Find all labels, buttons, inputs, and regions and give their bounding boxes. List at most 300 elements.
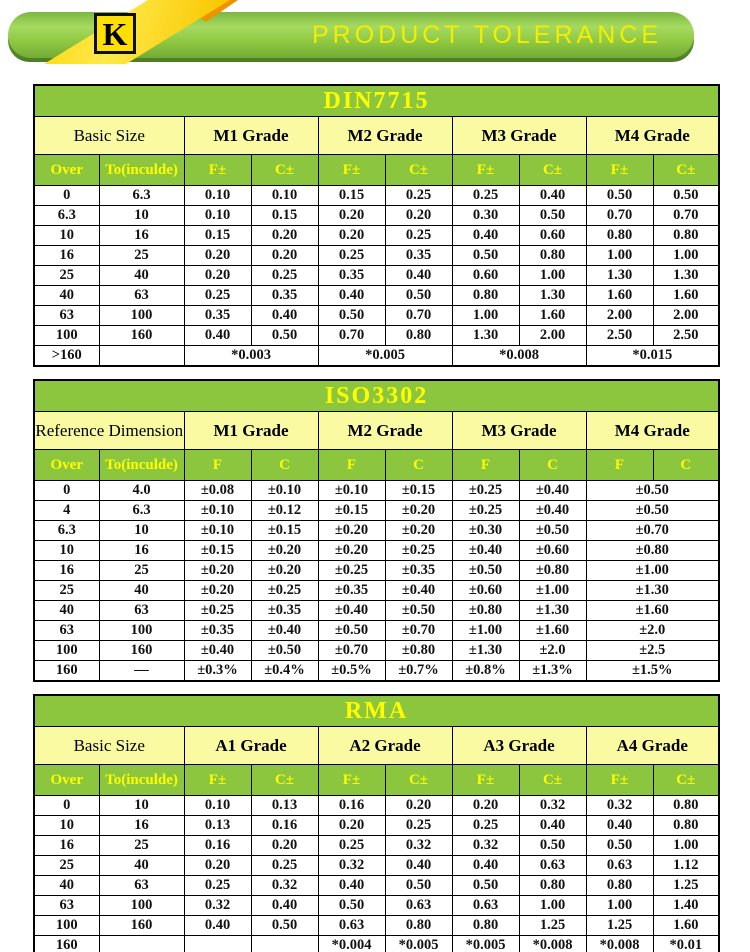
table-cell: ±0.60 bbox=[519, 541, 586, 561]
table-cell: *0.008 bbox=[586, 936, 653, 952]
table-cell: 16 bbox=[99, 816, 184, 836]
table-row bbox=[34, 876, 719, 896]
table-cell: ±0.10 bbox=[318, 481, 385, 501]
table-cell: 0.15 bbox=[251, 206, 318, 226]
table-cell: 10 bbox=[34, 816, 99, 836]
table-cell: 0.40 bbox=[385, 856, 452, 876]
table-cell: 25 bbox=[34, 581, 99, 601]
banner bbox=[0, 0, 750, 74]
subheader-cell: F± bbox=[318, 155, 385, 186]
table-cell: ±0.40 bbox=[385, 581, 452, 601]
table-cell: ±2.5 bbox=[586, 641, 719, 661]
table-row bbox=[34, 621, 719, 641]
table-cell: ±1.60 bbox=[586, 601, 719, 621]
subheader-cell: C bbox=[653, 450, 719, 481]
table-cell: 0.15 bbox=[318, 186, 385, 206]
table-cell: 1.00 bbox=[653, 246, 719, 266]
table-cell: 0.63 bbox=[385, 896, 452, 916]
table-cell: 0.32 bbox=[452, 836, 519, 856]
table-cell: 1.00 bbox=[586, 896, 653, 916]
table-cell: 0.40 bbox=[318, 286, 385, 306]
table-row bbox=[34, 641, 719, 661]
table-cell: ±0.25 bbox=[385, 541, 452, 561]
table-cell: 16 bbox=[34, 246, 99, 266]
table-cell: 6.3 bbox=[34, 521, 99, 541]
table-row bbox=[34, 581, 719, 601]
table-cell: 10 bbox=[34, 226, 99, 246]
table-cell: 6.3 bbox=[99, 501, 184, 521]
table-cell: *0.01 bbox=[653, 936, 719, 952]
subheader-row bbox=[34, 155, 719, 186]
table-cell: 10 bbox=[99, 521, 184, 541]
table-cell: 40 bbox=[99, 856, 184, 876]
table-cell: 0.20 bbox=[184, 246, 251, 266]
table-cell: 0.20 bbox=[318, 816, 385, 836]
table-cell: 0.70 bbox=[318, 326, 385, 346]
table-cell: 0.20 bbox=[251, 246, 318, 266]
grade-header-cell: M3 Grade bbox=[452, 412, 586, 450]
table-row bbox=[34, 661, 719, 682]
table-cell: ±0.35 bbox=[184, 621, 251, 641]
table-cell: ±0.25 bbox=[318, 561, 385, 581]
table-cell: ±0.20 bbox=[251, 561, 318, 581]
table-cell: 100 bbox=[99, 621, 184, 641]
table-cell: 0.25 bbox=[184, 876, 251, 896]
table-row bbox=[34, 856, 719, 876]
table-cell: 0.80 bbox=[385, 326, 452, 346]
table-cell: 63 bbox=[99, 601, 184, 621]
table-cell: 0.50 bbox=[653, 186, 719, 206]
grade-header-row bbox=[34, 727, 719, 765]
table-cell: 63 bbox=[99, 876, 184, 896]
table-cell: ±1.30 bbox=[519, 601, 586, 621]
table-title-row bbox=[34, 695, 719, 727]
table-cell: 1.25 bbox=[519, 916, 586, 936]
table-cell: 1.00 bbox=[519, 896, 586, 916]
table-cell: 100 bbox=[34, 916, 99, 936]
subheader-cell: To(inculde) bbox=[99, 450, 184, 481]
table-row bbox=[34, 541, 719, 561]
grade-header-cell: M1 Grade bbox=[184, 412, 318, 450]
table-cell: 0.63 bbox=[586, 856, 653, 876]
table-cell: 2.00 bbox=[586, 306, 653, 326]
table-cell: 0.80 bbox=[519, 246, 586, 266]
table-cell: 16 bbox=[34, 836, 99, 856]
table-cell: ±0.15 bbox=[385, 481, 452, 501]
table-cell: 0.50 bbox=[586, 186, 653, 206]
table-cell: 0.80 bbox=[519, 876, 586, 896]
grade-header-cell: M3 Grade bbox=[452, 117, 586, 155]
table-cell: ±0.50 bbox=[519, 521, 586, 541]
tolerance-table-iso3302 bbox=[33, 379, 720, 682]
table-cell: 0.70 bbox=[586, 206, 653, 226]
table-cell: 0.80 bbox=[452, 286, 519, 306]
brand-logo bbox=[94, 13, 136, 54]
table-cell: ±0.40 bbox=[452, 541, 519, 561]
table-cell: ±0.15 bbox=[318, 501, 385, 521]
table-cell: ±1.60 bbox=[519, 621, 586, 641]
subheader-cell: C± bbox=[519, 765, 586, 796]
table-cell: ±0.5% bbox=[318, 661, 385, 682]
table-cell: 1.25 bbox=[586, 916, 653, 936]
table-cell: 40 bbox=[34, 876, 99, 896]
table-cell: 2.00 bbox=[519, 326, 586, 346]
subheader-cell: C± bbox=[385, 155, 452, 186]
table-cell: ±0.25 bbox=[184, 601, 251, 621]
table-cell: ±0.7% bbox=[385, 661, 452, 682]
table-cell: 0.63 bbox=[452, 896, 519, 916]
table-row bbox=[34, 601, 719, 621]
table-cell: 1.30 bbox=[519, 286, 586, 306]
table-cell bbox=[99, 346, 184, 367]
table-cell: 0.16 bbox=[184, 836, 251, 856]
subheader-cell: F± bbox=[452, 765, 519, 796]
table-cell: *0.004 bbox=[318, 936, 385, 952]
table-cell: ±2.0 bbox=[586, 621, 719, 641]
subheader-cell: C bbox=[385, 450, 452, 481]
table-cell: 160 bbox=[99, 916, 184, 936]
table-cell: 1.60 bbox=[519, 306, 586, 326]
table-cell bbox=[99, 936, 184, 952]
table-cell: 40 bbox=[99, 266, 184, 286]
table-cell: >160 bbox=[34, 346, 99, 367]
tables-container bbox=[0, 84, 750, 952]
table-row bbox=[34, 346, 719, 367]
subheader-cell: C± bbox=[251, 765, 318, 796]
table-cell: ±0.3% bbox=[184, 661, 251, 682]
table-cell: 0.20 bbox=[385, 206, 452, 226]
table-cell: ±0.80 bbox=[385, 641, 452, 661]
table-cell: *0.003 bbox=[184, 346, 318, 367]
table-cell: ±1.00 bbox=[586, 561, 719, 581]
table-cell: 0.40 bbox=[519, 186, 586, 206]
table-cell: 0.50 bbox=[385, 286, 452, 306]
subheader-cell: F bbox=[452, 450, 519, 481]
table-cell: 0.32 bbox=[385, 836, 452, 856]
table-cell: ±0.20 bbox=[184, 581, 251, 601]
subheader-cell: C± bbox=[519, 155, 586, 186]
table-cell: 0.40 bbox=[519, 816, 586, 836]
table-cell: 0.25 bbox=[251, 856, 318, 876]
subheader-cell: Over bbox=[34, 450, 99, 481]
grade-header-cell: A4 Grade bbox=[586, 727, 719, 765]
page-title: PRODUCT TOLERANCE bbox=[311, 21, 662, 49]
table-row bbox=[34, 481, 719, 501]
table-row bbox=[34, 246, 719, 266]
subheader-cell: F bbox=[586, 450, 653, 481]
table-cell: 1.00 bbox=[452, 306, 519, 326]
table-cell: 100 bbox=[99, 306, 184, 326]
table-cell: 0.60 bbox=[452, 266, 519, 286]
table-cell: ±1.3% bbox=[519, 661, 586, 682]
table-cell: ±0.4% bbox=[251, 661, 318, 682]
table-cell: ±0.50 bbox=[586, 501, 719, 521]
table-cell: 0.40 bbox=[385, 266, 452, 286]
table-cell: ±0.15 bbox=[251, 521, 318, 541]
subheader-cell: F± bbox=[318, 765, 385, 796]
table-cell: 0.20 bbox=[251, 226, 318, 246]
table-row bbox=[34, 896, 719, 916]
table-cell: 0.25 bbox=[452, 816, 519, 836]
size-header-cell: Reference Dimension bbox=[34, 412, 184, 450]
table-cell: 0.10 bbox=[251, 186, 318, 206]
table-cell: 0.20 bbox=[385, 796, 452, 816]
table-cell: 100 bbox=[34, 326, 99, 346]
table-cell: 0.80 bbox=[653, 226, 719, 246]
table-cell: 0.16 bbox=[251, 816, 318, 836]
table-cell: 0.35 bbox=[385, 246, 452, 266]
table-cell: 0.35 bbox=[184, 306, 251, 326]
size-header-cell: Basic Size bbox=[34, 727, 184, 765]
table-cell: 0.25 bbox=[184, 286, 251, 306]
grade-header-cell: M2 Grade bbox=[318, 117, 452, 155]
table-cell: 0.80 bbox=[452, 916, 519, 936]
table-row bbox=[34, 916, 719, 936]
table-cell: 0.25 bbox=[385, 186, 452, 206]
table-row bbox=[34, 286, 719, 306]
table-cell: 63 bbox=[34, 896, 99, 916]
table-cell: 1.00 bbox=[519, 266, 586, 286]
table-cell: 0.50 bbox=[586, 836, 653, 856]
table-cell: 0.70 bbox=[385, 306, 452, 326]
table-cell: 6.3 bbox=[34, 206, 99, 226]
table-cell: 0.10 bbox=[184, 796, 251, 816]
table-cell: 0.16 bbox=[318, 796, 385, 816]
table-cell: 0.20 bbox=[318, 226, 385, 246]
table-cell: 0 bbox=[34, 481, 99, 501]
table-cell: ±1.00 bbox=[452, 621, 519, 641]
table-cell: 0.32 bbox=[251, 876, 318, 896]
table-cell: 0.25 bbox=[318, 246, 385, 266]
table-cell: ±0.15 bbox=[184, 541, 251, 561]
table-title: RMA bbox=[34, 695, 719, 727]
table-row bbox=[34, 561, 719, 581]
table-cell bbox=[184, 936, 251, 952]
table-cell: ±0.80 bbox=[586, 541, 719, 561]
table-title-row bbox=[34, 85, 719, 117]
table-cell: 0.32 bbox=[184, 896, 251, 916]
table-cell: 2.50 bbox=[586, 326, 653, 346]
table-cell: 0.25 bbox=[251, 266, 318, 286]
subheader-cell: F bbox=[184, 450, 251, 481]
table-cell: 0.60 bbox=[519, 226, 586, 246]
table-cell: ±0.80 bbox=[519, 561, 586, 581]
table-cell: 0 bbox=[34, 796, 99, 816]
table-cell: 2.00 bbox=[653, 306, 719, 326]
table-cell: 1.30 bbox=[586, 266, 653, 286]
subheader-cell: F± bbox=[586, 765, 653, 796]
table-row bbox=[34, 936, 719, 952]
table-cell: 0.50 bbox=[519, 206, 586, 226]
subheader-cell: To(inculde) bbox=[99, 765, 184, 796]
table-cell: 0.63 bbox=[318, 916, 385, 936]
subheader-cell: C± bbox=[653, 155, 719, 186]
table-cell: 0.10 bbox=[184, 206, 251, 226]
table-cell: ±0.35 bbox=[251, 601, 318, 621]
table-cell: ±0.20 bbox=[318, 541, 385, 561]
table-cell: 63 bbox=[34, 621, 99, 641]
table-cell: ±0.8% bbox=[452, 661, 519, 682]
table-cell: 0.20 bbox=[184, 266, 251, 286]
table-cell: ±0.25 bbox=[452, 501, 519, 521]
table-cell: ±0.40 bbox=[519, 501, 586, 521]
tolerance-table-rma bbox=[33, 694, 720, 952]
table-cell: ±0.50 bbox=[452, 561, 519, 581]
subheader-cell: C± bbox=[385, 765, 452, 796]
table-cell: ±0.80 bbox=[452, 601, 519, 621]
table-cell: 0.80 bbox=[586, 876, 653, 896]
subheader-cell: F± bbox=[184, 765, 251, 796]
grade-header-cell: M2 Grade bbox=[318, 412, 452, 450]
table-cell: 4.0 bbox=[99, 481, 184, 501]
table-cell: ±0.20 bbox=[184, 561, 251, 581]
table-row bbox=[34, 816, 719, 836]
table-cell: 10 bbox=[34, 541, 99, 561]
table-cell: ±0.10 bbox=[184, 521, 251, 541]
table-row bbox=[34, 796, 719, 816]
table-cell: 0.40 bbox=[318, 876, 385, 896]
grade-header-cell: A1 Grade bbox=[184, 727, 318, 765]
table-row bbox=[34, 836, 719, 856]
table-cell: 4 bbox=[34, 501, 99, 521]
table-cell: 0.50 bbox=[452, 876, 519, 896]
table-cell: ±0.70 bbox=[318, 641, 385, 661]
table-cell: — bbox=[99, 661, 184, 682]
subheader-cell: Over bbox=[34, 765, 99, 796]
table-cell: 25 bbox=[99, 246, 184, 266]
table-row bbox=[34, 326, 719, 346]
table-cell: 0.80 bbox=[653, 816, 719, 836]
table-cell: 160 bbox=[34, 936, 99, 952]
table-cell: ±0.50 bbox=[586, 481, 719, 501]
table-cell: 0.20 bbox=[184, 856, 251, 876]
table-cell: 0.32 bbox=[519, 796, 586, 816]
grade-header-row bbox=[34, 117, 719, 155]
table-row bbox=[34, 501, 719, 521]
table-cell: 10 bbox=[99, 206, 184, 226]
subheader-row bbox=[34, 765, 719, 796]
table-cell: ±2.0 bbox=[519, 641, 586, 661]
table-cell: ±0.12 bbox=[251, 501, 318, 521]
table-cell: 0.50 bbox=[452, 246, 519, 266]
table-cell: *0.005 bbox=[318, 346, 452, 367]
table-cell: 1.60 bbox=[653, 916, 719, 936]
grade-header-cell: M1 Grade bbox=[184, 117, 318, 155]
table-cell: ±0.08 bbox=[184, 481, 251, 501]
subheader-cell: F± bbox=[184, 155, 251, 186]
subheader-cell: F± bbox=[586, 155, 653, 186]
table-cell: 1.12 bbox=[653, 856, 719, 876]
table-cell: *0.015 bbox=[586, 346, 719, 367]
table-cell: 40 bbox=[99, 581, 184, 601]
subheader-cell: C± bbox=[251, 155, 318, 186]
table-cell: 25 bbox=[34, 266, 99, 286]
table-cell: 10 bbox=[99, 796, 184, 816]
table-cell: 0.25 bbox=[385, 226, 452, 246]
table-cell: 25 bbox=[99, 836, 184, 856]
table-cell: ±0.70 bbox=[586, 521, 719, 541]
table-cell: 16 bbox=[34, 561, 99, 581]
table-cell: *0.008 bbox=[452, 346, 586, 367]
table-cell: 0.13 bbox=[184, 816, 251, 836]
table-cell: 1.30 bbox=[452, 326, 519, 346]
grade-header-cell: M4 Grade bbox=[586, 117, 719, 155]
table-cell: 0.20 bbox=[318, 206, 385, 226]
logo-letter: K bbox=[102, 15, 128, 52]
table-cell: ±0.50 bbox=[251, 641, 318, 661]
table-cell: 1.00 bbox=[653, 836, 719, 856]
table-cell: 0.35 bbox=[318, 266, 385, 286]
table-row bbox=[34, 206, 719, 226]
table-cell: 25 bbox=[34, 856, 99, 876]
table-cell: 0.40 bbox=[184, 916, 251, 936]
table-row bbox=[34, 186, 719, 206]
table-row bbox=[34, 266, 719, 286]
table-cell: 63 bbox=[34, 306, 99, 326]
table-cell: 100 bbox=[34, 641, 99, 661]
table-cell: 40 bbox=[34, 286, 99, 306]
table-cell: 0.35 bbox=[251, 286, 318, 306]
table-cell: ±0.40 bbox=[519, 481, 586, 501]
table-title: DIN7715 bbox=[34, 85, 719, 117]
table-cell: 0.50 bbox=[318, 896, 385, 916]
table-cell: ±0.10 bbox=[184, 501, 251, 521]
table-cell: ±1.30 bbox=[452, 641, 519, 661]
subheader-cell: C bbox=[251, 450, 318, 481]
table-cell bbox=[251, 936, 318, 952]
table-cell: 6.3 bbox=[99, 186, 184, 206]
table-cell: 100 bbox=[99, 896, 184, 916]
subheader-cell: To(inculde) bbox=[99, 155, 184, 186]
grade-header-row bbox=[34, 412, 719, 450]
table-cell: 25 bbox=[99, 561, 184, 581]
table-cell: 0.25 bbox=[385, 816, 452, 836]
table-cell: 0.40 bbox=[452, 856, 519, 876]
table-cell: 0.70 bbox=[653, 206, 719, 226]
table-cell: 0.80 bbox=[385, 916, 452, 936]
table-title: ISO3302 bbox=[34, 380, 719, 412]
table-cell: ±0.25 bbox=[452, 481, 519, 501]
table-row bbox=[34, 521, 719, 541]
table-cell: 1.00 bbox=[586, 246, 653, 266]
table-cell: ±0.20 bbox=[318, 521, 385, 541]
table-cell: ±0.60 bbox=[452, 581, 519, 601]
table-cell: ±0.35 bbox=[385, 561, 452, 581]
table-cell: *0.008 bbox=[519, 936, 586, 952]
tolerance-table-din7715 bbox=[33, 84, 720, 367]
table-cell: 0.50 bbox=[318, 306, 385, 326]
table-cell: 63 bbox=[99, 286, 184, 306]
table-cell: 160 bbox=[99, 326, 184, 346]
table-cell: 1.25 bbox=[653, 876, 719, 896]
table-cell: *0.005 bbox=[452, 936, 519, 952]
table-cell: 0.13 bbox=[251, 796, 318, 816]
grade-header-cell: A2 Grade bbox=[318, 727, 452, 765]
table-cell: 0.20 bbox=[251, 836, 318, 856]
subheader-cell: C bbox=[519, 450, 586, 481]
subheader-cell: F bbox=[318, 450, 385, 481]
table-cell: 0.25 bbox=[452, 186, 519, 206]
table-cell: 0.80 bbox=[586, 226, 653, 246]
table-cell: ±0.40 bbox=[251, 621, 318, 641]
table-cell: 0.50 bbox=[251, 326, 318, 346]
table-cell: 0.50 bbox=[519, 836, 586, 856]
subheader-cell: C± bbox=[653, 765, 719, 796]
table-cell: 0.40 bbox=[251, 896, 318, 916]
subheader-row bbox=[34, 450, 719, 481]
table-cell: 0.15 bbox=[184, 226, 251, 246]
table-cell: 16 bbox=[99, 541, 184, 561]
